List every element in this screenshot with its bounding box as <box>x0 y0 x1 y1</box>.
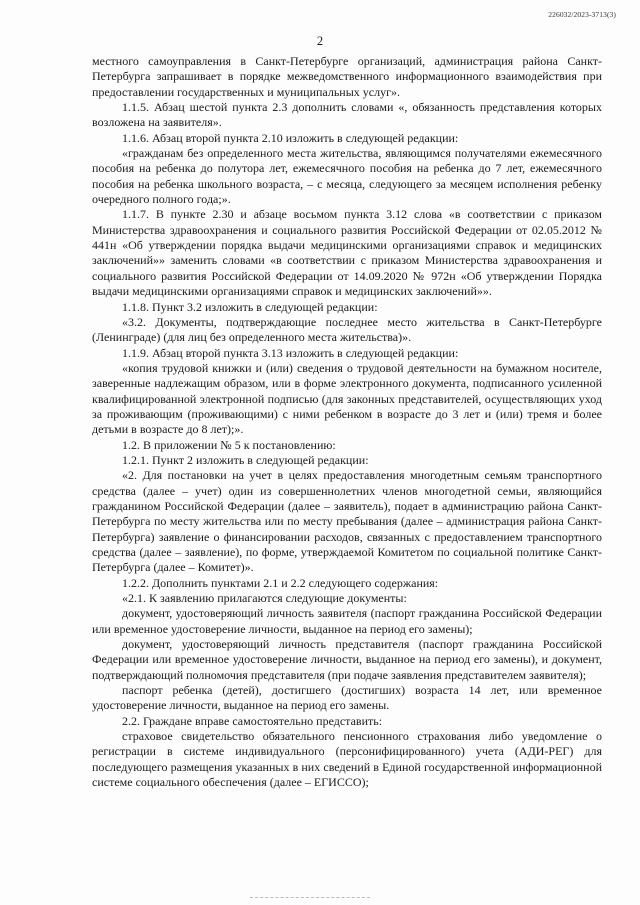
page-number: 2 <box>316 34 324 48</box>
paragraph-continuation: местного самоуправления в Санкт-Петербурге организаций, администрация района Санкт-Петербурга запрашивает в порядке межведомственного информационного взаимодействия при предоставлении государственных и муниципальных услуг». <box>92 54 602 99</box>
document-body <box>92 54 602 791</box>
paragraph-1-1-9-text: «копия трудовой книжки и (или) сведения о трудовой деятельности на бумажном носителе, заверенные надлежащим образом, или в форме электронного документа, подписанного усиленной квалифицированной электронной подписью (для законных представителей, осуществляющих уход за проживающим (проживающими) с ними ребенком в возрасте до 3 лет и (или) тремя и более детьми в возрасте до 8 лет);». <box>92 360 602 437</box>
paragraph-2-1-item-1: документ, удостоверяющий личность заявителя (паспорт гражданина Российской Федерации или временное удостоверение личности, выданное на период его замены); <box>92 606 602 636</box>
paragraph-1-1-7: 1.1.7. В пункте 2.30 и абзаце восьмом пункта 3.12 слова «в соответствии с приказом Министерства здравоохранения и социального развития Российской Федерации от 02.05.2012 № 441н «Об утверждении порядка выдачи медицинскими организациями справок и медицинских заключений»» заменить словами «в соответствии с приказом Министерства здравоохранения и социального развития Российской Федерации от 14.09.2020 № 972н «Об утверждении Порядка выдачи медицинскими организациями справок и медицинских заключений»». <box>92 207 602 299</box>
paragraph-2-1: «2.1. К заявлению прилагаются следующие документы: <box>122 591 407 606</box>
paragraph-2-2: 2.2. Граждане вправе самостоятельно представить: <box>122 713 383 728</box>
paragraph-1-1-8-text: «3.2. Документы, подтверждающие последнее место жительства в Санкт-Петербурге (Ленинграде) (для лиц без определенного места жительства)». <box>92 314 602 345</box>
paragraph-1-2: 1.2. В приложении № 5 к постановлению: <box>122 437 336 452</box>
paragraph-1-2-1-text: «2. Для постановки на учет в целях предоставления многодетным семьям транспортного средства (далее – учет) один из совершеннолетних членов многодетной семьи, являющийся гражданином Российской Федерации (далее – заявитель), подает в администрацию района Санкт-Петербурга по месту жительства или по месту пребывания (далее – администрация района Санкт-Петербурга) заявление о финансировании расходов, связанных с предоставлением транспортного средства (далее – заявление), по форме, утверждаемой Комитетом по социальной политике Санкт-Петербурга (далее – Комитет)». <box>92 468 602 575</box>
paragraph-1-1-5: 1.1.5. Абзац шестой пункта 2.3 дополнить словами «, обязанность представления которых возложена на заявителя». <box>92 100 602 130</box>
paragraph-1-1-6: 1.1.6. Абзац второй пункта 2.10 изложить в следующей редакции: <box>122 130 459 145</box>
paragraph-1-1-6-text: «гражданам без определенного места жительства, являющимся получателями ежемесячного пособия на ребенка до полутора лет, ежемесячного пособия на ребенка до 7 лет, ежемесячного пособия на ребенка школьного возраста, – с месяца, следующего за месяцем исполнения ребенку очередного полного года;». <box>92 146 602 207</box>
paragraph-1-1-8: 1.1.8. Пункт 3.2 изложить в следующей редакции: <box>122 299 378 314</box>
scan-artifact-line <box>250 897 370 900</box>
paragraph-2-1-item-3: паспорт ребенка (детей), достигшего (достигших) возраста 14 лет, или временное удостоверение личности, выданное на период его замены. <box>92 683 602 713</box>
document-registration-number: 226032/2023-3713(3) <box>548 10 616 19</box>
paragraph-2-1-item-2: документ, удостоверяющий личность представителя (паспорт гражданина Российской Федерации или временное удостоверение личности, выданное на период его замены), и документ, подтверждающий полномочия представителя (при подаче заявления представителем заявителя); <box>92 637 602 682</box>
paragraph-1-1-9: 1.1.9. Абзац второй пункта 3.13 изложить в следующей редакции: <box>122 345 459 360</box>
paragraph-2-2-item-1: страховое свидетельство обязательного пенсионного страхования либо уведомление о регистрации в системе индивидуального (персонифицированного) учета (АДИ-РЕГ) для последующего размещения указанных в них сведений в Единой государственной информационной системе социального обеспечения (далее – ЕГИССО); <box>92 729 602 790</box>
paragraph-1-2-1: 1.2.1. Пункт 2 изложить в следующей редакции: <box>122 452 369 467</box>
paragraph-1-2-2: 1.2.2. Дополнить пунктами 2.1 и 2.2 следующего содержания: <box>122 575 439 590</box>
